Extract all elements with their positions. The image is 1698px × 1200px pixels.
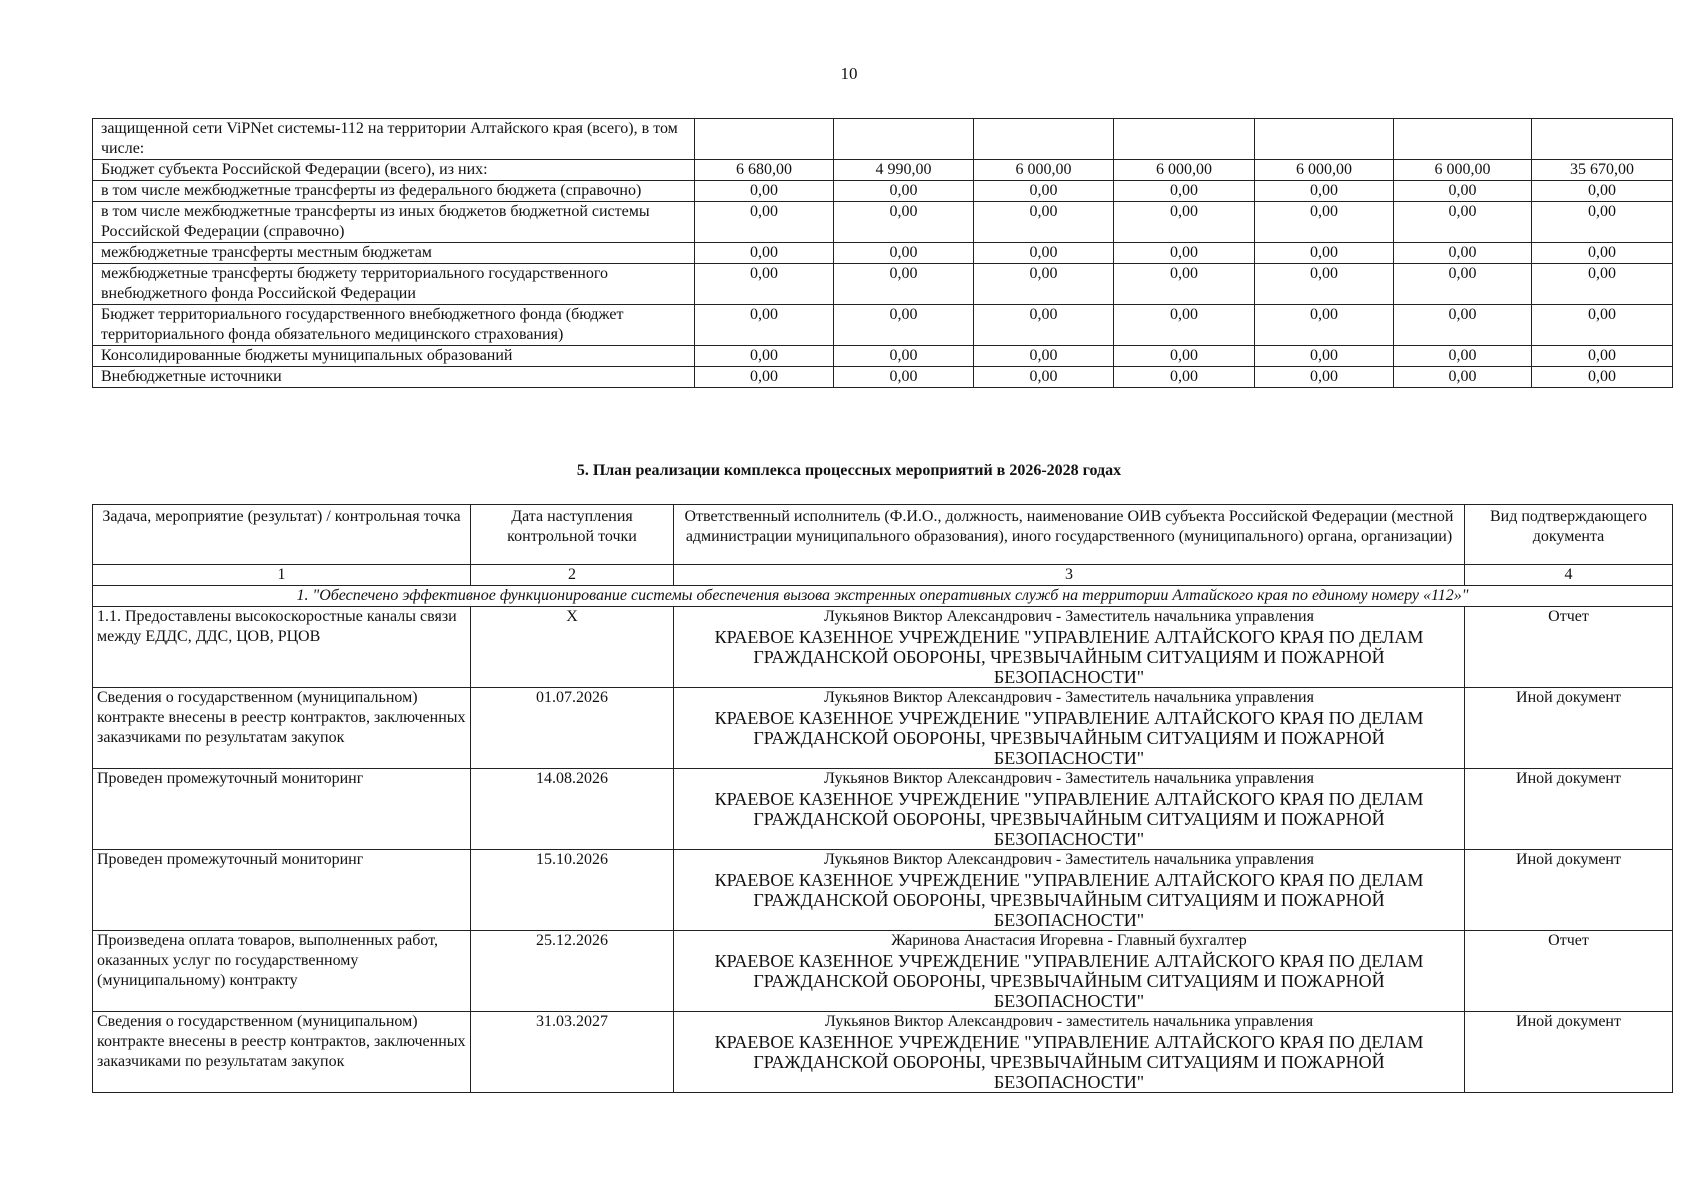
finance-value: 0,00 (1114, 367, 1255, 388)
responsible-organization: КРАЕВОЕ КАЗЕННОЕ УЧРЕЖДЕНИЕ "УПРАВЛЕНИЕ АЛТАЙСКОГО КРАЯ ПО ДЕЛАМ ГРАЖДАНСКОЙ ОБОРОНЫ, ЧРЕЗВЫЧАЙНЫМ СИТУАЦИЯМ И ПОЖАРНОЙ БЕЗОПАСНОСТИ" (714, 870, 1424, 930)
finance-row-label: Бюджет территориального государственного внебюджетного фонда (бюджет территориального фонда обязательного медицинского страхования) (93, 305, 695, 346)
column-number: 3 (674, 565, 1465, 586)
finance-value: 0,00 (1114, 305, 1255, 346)
finance-value: 0,00 (834, 305, 974, 346)
finance-value: 0,00 (834, 346, 974, 367)
milestone-date: X (471, 607, 674, 688)
finance-value: 0,00 (1255, 243, 1394, 264)
finance-value: 0,00 (1532, 367, 1673, 388)
finance-value: 0,00 (834, 264, 974, 305)
finance-value: 0,00 (1394, 367, 1532, 388)
finance-value: 0,00 (1255, 305, 1394, 346)
finance-value: 6 000,00 (1255, 160, 1394, 181)
finance-value: 0,00 (1532, 243, 1673, 264)
finance-value (1532, 119, 1673, 160)
milestone-name: Проведен промежуточный мониторинг (93, 769, 471, 850)
finance-value: 0,00 (1394, 202, 1532, 243)
page-number: 10 (840, 64, 858, 83)
finance-value: 0,00 (1532, 202, 1673, 243)
finance-value: 0,00 (1114, 264, 1255, 305)
finance-row (93, 202, 1673, 243)
responsible-organization: КРАЕВОЕ КАЗЕННОЕ УЧРЕЖДЕНИЕ "УПРАВЛЕНИЕ АЛТАЙСКОГО КРАЯ ПО ДЕЛАМ ГРАЖДАНСКОЙ ОБОРОНЫ, ЧРЕЗВЫЧАЙНЫМ СИТУАЦИЯМ И ПОЖАРНОЙ БЕЗОПАСНОСТИ" (714, 1032, 1424, 1092)
milestone-name: Произведена оплата товаров, выполненных работ, оказанных услуг по государственному (муниципальному) контракту (93, 931, 471, 1012)
document-type: Отчет (1465, 607, 1673, 688)
finance-value: 0,00 (1532, 305, 1673, 346)
finance-row (93, 264, 1673, 305)
finance-value: 6 000,00 (1114, 160, 1255, 181)
finance-row (93, 181, 1673, 202)
finance-row-label: в том числе межбюджетные трансферты из иных бюджетов бюджетной системы Российской Федерации (справочно) (93, 202, 695, 243)
finance-row-label: защищенной сети ViPNet системы-112 на территории Алтайского края (всего), в том числе: (93, 119, 695, 160)
finance-value: 0,00 (974, 181, 1114, 202)
finance-value: 0,00 (1255, 181, 1394, 202)
responsible-person: Лукьянов Виктор Александрович - Заместитель начальника управления (824, 851, 1314, 868)
header-task: Задача, мероприятие (результат) / контрольная точка (93, 505, 471, 565)
milestone-date: 14.08.2026 (471, 769, 674, 850)
responsible-organization: КРАЕВОЕ КАЗЕННОЕ УЧРЕЖДЕНИЕ "УПРАВЛЕНИЕ АЛТАЙСКОГО КРАЯ ПО ДЕЛАМ ГРАЖДАНСКОЙ ОБОРОНЫ, ЧРЕЗВЫЧАЙНЫМ СИТУАЦИЯМ И ПОЖАРНОЙ БЕЗОПАСНОСТИ" (714, 708, 1424, 768)
finance-value: 0,00 (834, 367, 974, 388)
finance-value: 0,00 (695, 346, 834, 367)
finance-value: 0,00 (695, 202, 834, 243)
milestone-name: Проведен промежуточный мониторинг (93, 850, 471, 931)
milestone-name: 1.1. Предоставлены высокоскоростные каналы связи между ЕДДС, ДДС, ЦОВ, РЦОВ (93, 607, 471, 688)
finance-value: 0,00 (695, 181, 834, 202)
milestone-date: 15.10.2026 (471, 850, 674, 931)
finance-row (93, 243, 1673, 264)
responsible-person: Лукьянов Виктор Александрович - Заместитель начальника управления (824, 689, 1314, 706)
milestone-date: 31.03.2027 (471, 1012, 674, 1093)
finance-value: 0,00 (1394, 243, 1532, 264)
finance-value: 0,00 (1255, 367, 1394, 388)
finance-value (1255, 119, 1394, 160)
responsible-cell (674, 931, 1465, 1012)
finance-value: 0,00 (1394, 346, 1532, 367)
plan-table (92, 504, 1673, 1093)
finance-value: 0,00 (695, 367, 834, 388)
document-type: Иной документ (1465, 850, 1673, 931)
finance-value (834, 119, 974, 160)
milestone-date: 01.07.2026 (471, 688, 674, 769)
finance-value: 0,00 (1394, 264, 1532, 305)
responsible-cell (674, 688, 1465, 769)
finance-row-label: межбюджетные трансферты местным бюджетам (93, 243, 695, 264)
finance-value: 0,00 (1255, 346, 1394, 367)
finance-value: 0,00 (1255, 202, 1394, 243)
responsible-cell (674, 607, 1465, 688)
column-number: 1 (93, 565, 471, 586)
plan-row (93, 850, 1673, 931)
plan-row (93, 1012, 1673, 1093)
finance-value: 0,00 (834, 243, 974, 264)
finance-row-label: Консолидированные бюджеты муниципальных образований (93, 346, 695, 367)
plan-row (93, 931, 1673, 1012)
responsible-cell (674, 1012, 1465, 1093)
finance-value: 4 990,00 (834, 160, 974, 181)
header-date: Дата наступления контрольной точки (471, 505, 674, 565)
plan-row (93, 769, 1673, 850)
finance-value: 0,00 (974, 346, 1114, 367)
finance-row (93, 367, 1673, 388)
plan-row (93, 607, 1673, 688)
column-number: 4 (1465, 565, 1673, 586)
header-document: Вид подтверждающего документа (1465, 505, 1673, 565)
finance-value: 0,00 (1394, 181, 1532, 202)
finance-value: 0,00 (1114, 181, 1255, 202)
finance-value: 0,00 (974, 367, 1114, 388)
finance-value: 0,00 (1114, 202, 1255, 243)
finance-value (1114, 119, 1255, 160)
milestone-name: Сведения о государственном (муниципальном) контракте внесены в реестр контрактов, заключенных заказчиками по результатам закупок (93, 1012, 471, 1093)
document-type: Иной документ (1465, 1012, 1673, 1093)
finance-value (1394, 119, 1532, 160)
responsible-organization: КРАЕВОЕ КАЗЕННОЕ УЧРЕЖДЕНИЕ "УПРАВЛЕНИЕ АЛТАЙСКОГО КРАЯ ПО ДЕЛАМ ГРАЖДАНСКОЙ ОБОРОНЫ, ЧРЕЗВЫЧАЙНЫМ СИТУАЦИЯМ И ПОЖАРНОЙ БЕЗОПАСНОСТИ" (714, 789, 1424, 849)
finance-row-label: межбюджетные трансферты бюджету территориального государственного внебюджетного фонда Российской Федерации (93, 264, 695, 305)
responsible-organization: КРАЕВОЕ КАЗЕННОЕ УЧРЕЖДЕНИЕ "УПРАВЛЕНИЕ АЛТАЙСКОГО КРАЯ ПО ДЕЛАМ ГРАЖДАНСКОЙ ОБОРОНЫ, ЧРЕЗВЫЧАЙНЫМ СИТУАЦИЯМ И ПОЖАРНОЙ БЕЗОПАСНОСТИ" (714, 951, 1424, 1011)
responsible-cell (674, 850, 1465, 931)
finance-value: 0,00 (1532, 346, 1673, 367)
finance-row-label: Внебюджетные источники (93, 367, 695, 388)
finance-row (93, 305, 1673, 346)
milestone-name: Сведения о государственном (муниципальном) контракте внесены в реестр контрактов, заключенных заказчиками по результатам закупок (93, 688, 471, 769)
document-type: Отчет (1465, 931, 1673, 1012)
finance-value: 0,00 (834, 181, 974, 202)
finance-row (93, 119, 1673, 160)
finance-row (93, 160, 1673, 181)
finance-value: 0,00 (974, 202, 1114, 243)
plan-row (93, 688, 1673, 769)
finance-value: 0,00 (1114, 243, 1255, 264)
document-type: Иной документ (1465, 769, 1673, 850)
finance-value: 0,00 (695, 305, 834, 346)
finance-value: 6 680,00 (695, 160, 834, 181)
responsible-person: Лукьянов Виктор Александрович - заместитель начальника управления (824, 1013, 1314, 1030)
finance-value (974, 119, 1114, 160)
finance-value: 0,00 (974, 243, 1114, 264)
column-number: 2 (471, 565, 674, 586)
finance-value: 0,00 (1114, 346, 1255, 367)
finance-value: 6 000,00 (974, 160, 1114, 181)
responsible-person: Лукьянов Виктор Александрович - Заместитель начальника управления (824, 770, 1314, 787)
document-type: Иной документ (1465, 688, 1673, 769)
milestone-date: 25.12.2026 (471, 931, 674, 1012)
finance-value: 0,00 (974, 264, 1114, 305)
finance-value: 0,00 (834, 202, 974, 243)
responsible-organization: КРАЕВОЕ КАЗЕННОЕ УЧРЕЖДЕНИЕ "УПРАВЛЕНИЕ АЛТАЙСКОГО КРАЯ ПО ДЕЛАМ ГРАЖДАНСКОЙ ОБОРОНЫ, ЧРЕЗВЫЧАЙНЫМ СИТУАЦИЯМ И ПОЖАРНОЙ БЕЗОПАСНОСТИ" (714, 627, 1424, 687)
finance-value: 0,00 (1255, 264, 1394, 305)
section-title: 5. План реализации комплекса процессных мероприятий в 2026-2028 годах (576, 462, 1122, 479)
finance-value: 35 670,00 (1532, 160, 1673, 181)
finance-value: 6 000,00 (1394, 160, 1532, 181)
finance-row-label: в том числе межбюджетные трансферты из федерального бюджета (справочно) (93, 181, 695, 202)
finance-value: 0,00 (1532, 264, 1673, 305)
finance-value: 0,00 (1532, 181, 1673, 202)
task-title: 1. "Обеспечено эффективное функционирование системы обеспечения вызова экстренных оперативных служб на территории Алтайского края по единому номеру «112»" (93, 586, 1673, 607)
finance-row (93, 346, 1673, 367)
responsible-person: Жаринова Анастасия Игоревна - Главный бухгалтер (891, 932, 1247, 949)
finance-value: 0,00 (695, 243, 834, 264)
finance-row-label: Бюджет субъекта Российской Федерации (всего), из них: (93, 160, 695, 181)
finance-value (695, 119, 834, 160)
responsible-cell (674, 769, 1465, 850)
header-responsible: Ответственный исполнитель (Ф.И.О., должность, наименование ОИВ субъекта Российской Федерации (местной администрации муниципального образования), иного государственного (муниципального) органа, организации) (674, 505, 1465, 565)
finance-table (92, 118, 1673, 388)
responsible-person: Лукьянов Виктор Александрович - Заместитель начальника управления (824, 608, 1314, 625)
finance-value: 0,00 (1394, 305, 1532, 346)
finance-value: 0,00 (695, 264, 834, 305)
finance-value: 0,00 (974, 305, 1114, 346)
